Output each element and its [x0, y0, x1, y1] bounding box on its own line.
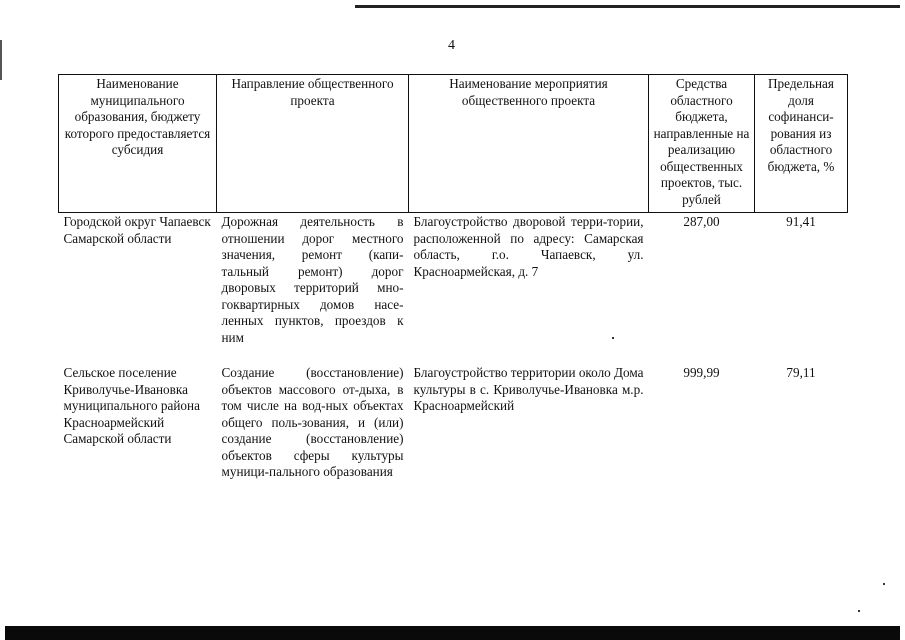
- cell-municipality: Городской округ Чапаевск Самарской области: [63, 214, 211, 246]
- header-share: Предельная доля софинанси-рования из областного бюджета, %: [755, 75, 848, 213]
- scan-bottom-bar: [5, 626, 900, 640]
- header-direction: Направление общественного проекта: [217, 75, 409, 213]
- header-event: Наименование мероприятия общественного проекта: [409, 75, 649, 213]
- page-number: 4: [448, 38, 455, 53]
- header-municipality: Наименование муниципального образования, бюджету которого предоставляется субсидия: [59, 75, 217, 213]
- table-row: [59, 213, 848, 365]
- table-row: [59, 364, 848, 505]
- projects-table: [58, 74, 848, 505]
- cell-event: Благоустройство территории около Дома культуры в с. Криволучье-Ивановка м.р. Красноармейский: [413, 365, 644, 413]
- cell-direction: Дорожная деятельность в отношении дорог местного значения, ремонт (капи-тальный ремонт) дорог дворовых территорий мно-гоквартирных домов насе-ленных пунктов, проездов к ним: [221, 214, 404, 345]
- cell-funds: 287,00: [683, 214, 720, 229]
- cell-share: 91,41: [786, 214, 816, 229]
- cell-funds: 999,99: [683, 365, 720, 380]
- header-funds: Средства областного бюджета, направленные на реализацию общественных проектов, тыс. рублей: [649, 75, 755, 213]
- scan-speck: [883, 583, 885, 585]
- cell-direction: Создание (восстановление) объектов массового от-дыха, в том числе на вод-ных объектах общего поль-зования, и (или) создание (восстановление) объектов сферы культуры муници-пального образования: [221, 365, 404, 479]
- scan-top-line: [355, 5, 900, 8]
- cell-event: Благоустройство дворовой терри-тории, расположенной по адресу: Самарская область, г.о. Чапаевск, ул. Красноармейская, д. 7: [413, 214, 644, 279]
- cell-share: 79,11: [786, 365, 816, 380]
- scan-speck: [858, 610, 860, 612]
- cell-municipality: Сельское поселение Криволучье-Ивановка муниципального района Красноармейский Самарской области: [63, 365, 200, 446]
- table-header-row: [59, 75, 848, 213]
- scan-left-edge: [0, 40, 2, 80]
